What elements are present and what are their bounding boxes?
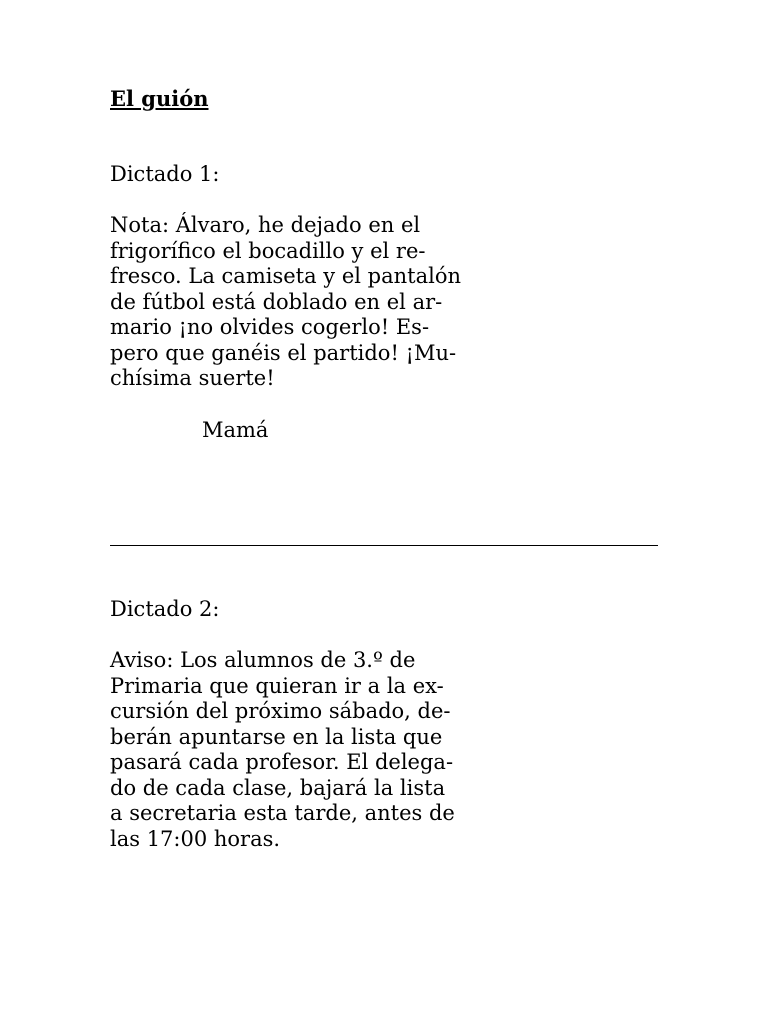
dictado-1-line: Nota: Álvaro, he dejado en el <box>110 213 421 237</box>
dictado-2-line: do de cada clase, bajará la lista <box>110 775 446 800</box>
dictado-1-line: frigorífico el bocadillo y el re- <box>110 238 426 263</box>
signature-mama: Mamá <box>202 418 269 442</box>
dictado-2-text <box>110 648 455 852</box>
dictado-1-line: fresco. La camiseta y el pantalón <box>110 264 461 288</box>
document-title: El guión <box>110 86 209 111</box>
dictado-1-heading: Dictado 1: <box>110 162 220 186</box>
dictado-1-line: mario ¡no olvides cogerlo! Es- <box>110 315 430 339</box>
dictado-2-heading: Dictado 2: <box>110 597 220 621</box>
dictado-1-line: pero que ganéis el partido! ¡Mu- <box>110 340 457 365</box>
dictado-2-line: a secretaria esta tarde, antes de <box>110 801 455 825</box>
dictado-2-line: las 17:00 horas. <box>110 826 281 851</box>
dictado-2-line: berán apuntarse en la lista que <box>110 724 443 749</box>
dictado-1-line: de fútbol está doblado en el ar- <box>110 289 443 314</box>
dictado-1-text <box>110 213 461 392</box>
dictado-2-line: pasará cada profesor. El delega- <box>110 750 454 774</box>
dictado-2-line: Aviso: Los alumnos de 3.º de <box>110 648 416 672</box>
dictado-1-line: chísima suerte! <box>110 366 275 390</box>
dictado-2-line: Primaria que quieran ir a la ex- <box>110 673 444 698</box>
section-divider <box>110 545 658 546</box>
dictado-2-line: cursión del próximo sábado, de- <box>110 699 451 723</box>
